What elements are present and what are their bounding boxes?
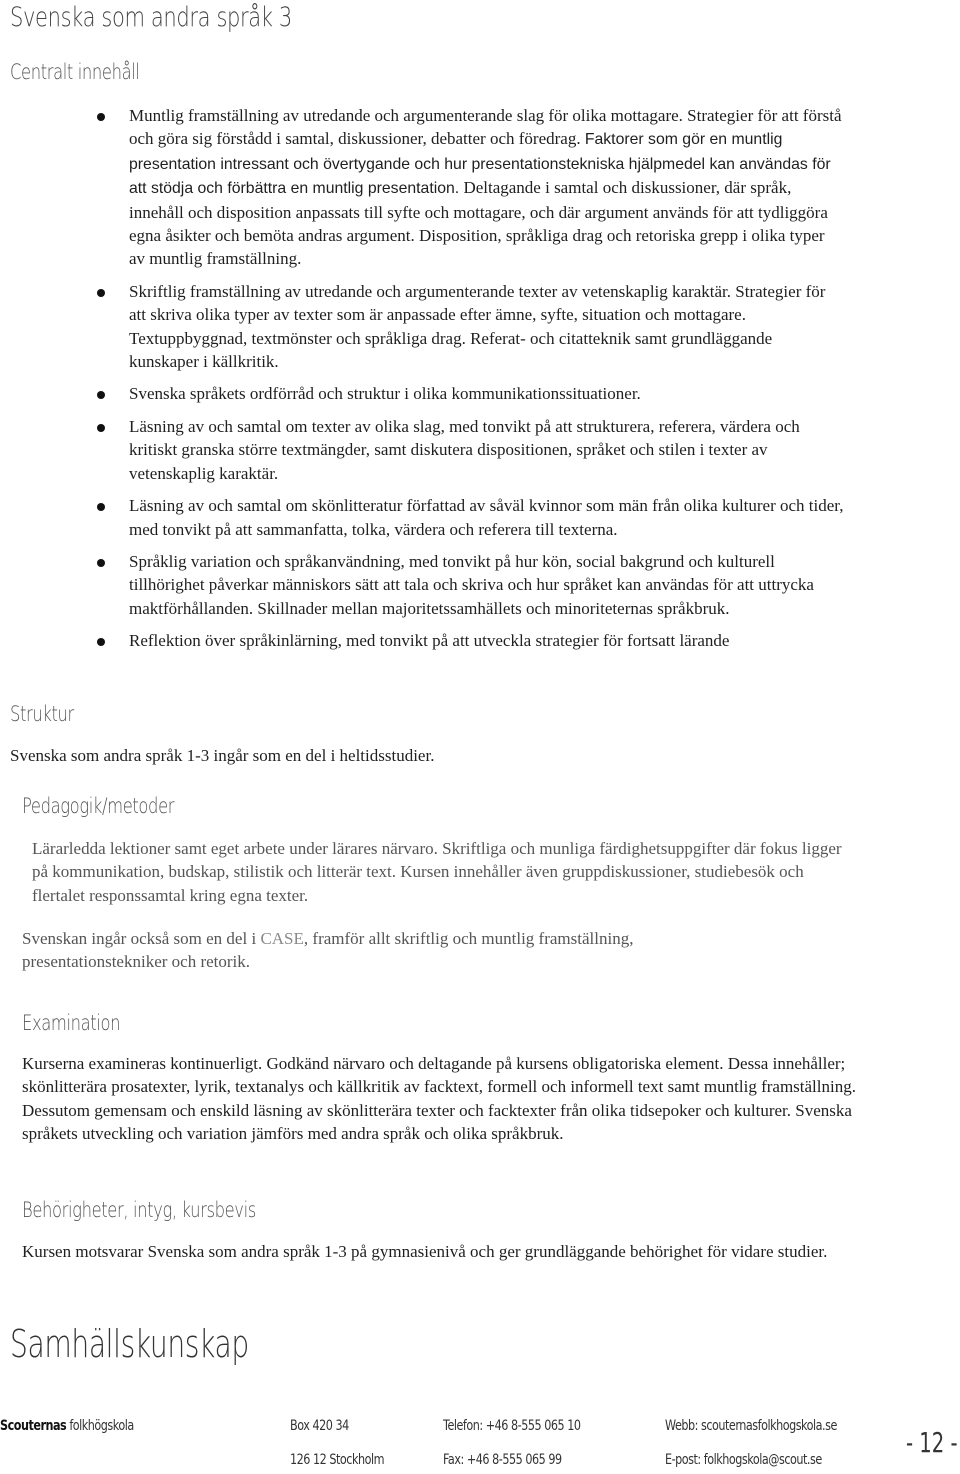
page-title: Svenska som andra språk 3 <box>10 2 292 33</box>
bullet-icon <box>97 289 105 297</box>
footer-address-2: 126 12 Stockholm <box>290 1452 385 1468</box>
bullet-icon <box>97 424 105 432</box>
bullet-icon <box>97 559 105 567</box>
bullet-icon <box>97 638 105 646</box>
list-item: Språklig variation och språkanvändning, med tonvikt på hur kön, social bakgrund och kulturell tillhörighet påverkar människors sätt att tala och skriva och hur språket kan användas för att uttrycka maktförhållanden. Skillnader mellan majoritetssamhällets och minoriteternas språkbruk. <box>129 550 844 620</box>
section-heading-pedagogik: Pedagogik/metoder <box>22 794 175 818</box>
bullet-list <box>129 104 844 653</box>
list-item: Skriftlig framställning av utredande och argumenterande texter av vetenskaplig karaktär. Strategier för att skriva olika typer av texter som är anpassade efter ämne, syfte, situation och mottagare. Textuppbyggnad, textmönster och språkliga drag. Referat- och citatteknik samt grundläggande kunskaper i källkritik. <box>129 280 844 374</box>
footer-brand: Scouternas folkhögskola <box>0 1418 134 1434</box>
examination-text: Kurserna examineras kontinuerligt. Godkänd närvaro och deltagande på kursens obligatoriska element. Dessa innehåller; skönlitterära prosatexter, lyrik, textanalys och källkritik av facktext, formell och informell text samt muntlig framställning. Dessutom gemensam och enskild läsning av skönlitterära texter och facktexter från olika tidsepoker och kulturer. Svenska språkets utveckling och variation jämförs med andra språk och olika språkbruk. <box>22 1054 856 1144</box>
pedagogik-paragraph-1: Lärarledda lektioner samt eget arbete under lärares närvaro. Skriftliga och munliga färdighetsuppgifter där fokus ligger på kommunikation, budskap, stilistik och litterär text. Kursen innehåller även gruppdiskussioner, studiebesök och flertalet responssamtal kring egna texter. <box>32 839 842 905</box>
content-list-container <box>129 104 844 662</box>
list-item: Läsning av och samtal om skönlitteratur författad av såväl kvinnor som män från olika kulturer och tider, med tonvikt på att sammanfatta, tolka, värdera och referera till texterna. <box>129 494 844 541</box>
section-heading-behorigheter: Behörigheter, intyg, kursbevis <box>22 1198 256 1222</box>
bullet-icon <box>97 503 105 511</box>
bullet-icon <box>97 113 105 121</box>
list-item: Svenska språkets ordförråd och struktur i olika kommunikationssituationer. <box>129 382 844 405</box>
list-item: Läsning av och samtal om texter av olika slag, med tonvikt på att strukturera, referera, värdera och kritiskt granska större textmängder, samt diskutera dispositionen, språket och stilen i texter av vetenskaplig karaktär. <box>129 415 844 485</box>
footer-fax: Fax: +46 8-555 065 99 <box>443 1452 562 1468</box>
list-item: Reflektion över språkinlärning, med tonvikt på att utveckla strategier för fortsatt lärande <box>129 629 844 652</box>
bullet-icon <box>97 391 105 399</box>
footer-web-link[interactable]: Webb: scouternasfolkhogskola.se <box>665 1418 837 1434</box>
behorigheter-text: Kursen motsvarar Svenska som andra språk 1-3 på gymnasienivå och ger grundläggande behörighet för vidare studier. <box>22 1242 828 1261</box>
section-heading-examination: Examination <box>22 1011 121 1035</box>
section-heading-centralt-innehall: Centralt innehåll <box>10 60 140 84</box>
list-item: Muntlig framställning av utredande och argumenterande slag för olika mottagare. Strategier för att förstå och göra sig förstådd i samtal, diskussioner, debatter och föredrag. Faktorer som gör en muntlig presentation intressant och övertygande och hur presentationstekniska hjälpmedel kan användas för att stödja och förbättra en muntlig presentation. Deltagande i samtal och diskussioner, där språk, innehåll och disposition anpassats till syfte och mottagare, och där argument används för att tydliggöra egna åsikter och bemöta andras argument. Disposition, språkliga drag och retoriska grepp i olika typer av muntlig framställning. <box>129 104 844 271</box>
footer-email-link[interactable]: E-post: folkhogskola@scout.se <box>665 1452 822 1468</box>
section-heading-struktur: Struktur <box>10 702 74 726</box>
case-link[interactable]: CASE <box>260 929 304 948</box>
page-number: - 12 - <box>906 1426 958 1459</box>
next-section-heading: Samhällskunskap <box>10 1322 249 1366</box>
footer-address-1: Box 420 34 <box>290 1418 349 1434</box>
struktur-text: Svenska som andra språk 1-3 ingår som en del i heltidsstudier. <box>10 746 435 765</box>
footer-phone: Telefon: +46 8-555 065 10 <box>443 1418 581 1434</box>
pedagogik-paragraph-2: Svenskan ingår också som en del i CASE, framför allt skriftlig och muntlig framställning, presentationstekniker och retorik. <box>22 929 634 972</box>
